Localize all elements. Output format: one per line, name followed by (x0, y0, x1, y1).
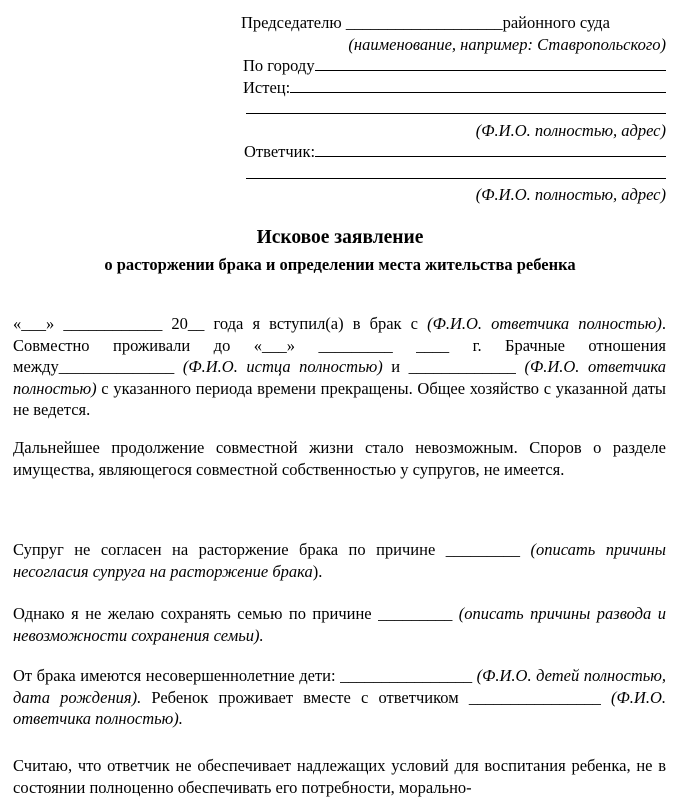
hint-text-p5-3: (Ф.И.О. ответчика полностью). (13, 687, 667, 728)
paragraph-text-p6-0: Считаю, что ответчик не обеспечивает надлежащих условий для воспитания ребенка, не в состоянии полноценно обеспечивать его потребности, морально- (13, 756, 666, 797)
paragraph-text-p5-0: От брака имеются несовершеннолетние дети: ________________ (13, 666, 477, 685)
plaintiff-blank-line (246, 98, 666, 120)
defendant-label: Ответчик: (244, 142, 316, 161)
hint-text-p3-1: (описать причины несогласия супруга на расторжение брака (13, 540, 666, 581)
paragraph-children (13, 665, 666, 730)
hint-text-p1-1: (Ф.И.О. ответчика полностью) (427, 314, 662, 333)
paragraph-text-p4-0: Однако я не желаю сохранять семью по причине _________ (13, 604, 459, 623)
header-block (241, 12, 666, 206)
paragraph-marriage (13, 313, 666, 421)
paragraph-cohabitation (13, 437, 666, 480)
paragraph-text-p1-4: и _____________ (382, 357, 525, 376)
document-title: Исковое заявление (256, 227, 424, 248)
city-label: По городу (243, 56, 315, 75)
paragraph-text-p1-2: . Совместно проживали до «___» _________ ____ г. Брачные отношения между______________ (13, 314, 666, 376)
city-line (243, 55, 666, 77)
chairman-line (241, 12, 666, 34)
paragraph-text-p5-2: Ребенок проживает вместе с ответчиком ________________ (141, 687, 612, 707)
defendant-blank-line (246, 163, 666, 185)
plaintiff-line (243, 77, 666, 99)
plaintiff-label: Истец: (243, 77, 291, 97)
plaintiff-hint: (Ф.И.О. полностью, адрес) (475, 120, 666, 140)
court-hint: (наименование, например: Ставропольского) (348, 34, 666, 54)
plaintiff-extra-blank (246, 98, 666, 114)
defendant-extra-blank (246, 163, 666, 179)
paragraph-spouse-refusal (13, 539, 666, 582)
paragraph-conditions (13, 755, 666, 798)
paragraph-text-p1-6: с указанного периода времени прекращены. Общее хозяйство с указанной даты не ведется. (13, 378, 666, 419)
hint-text-p1-3: (Ф.И.О. истца полностью) (182, 357, 383, 376)
defendant-line (244, 141, 666, 163)
paragraph-text-p3-2: ). (312, 561, 323, 581)
hint-text-p4-1: (описать причины развода и невозможности сохранения семьи). (13, 604, 666, 645)
paragraph-divorce-reason (13, 603, 666, 646)
defendant-blank (315, 141, 666, 157)
paragraph-text-p1-0: «___» ____________ 20__ года я вступил(а) в брак с (13, 314, 428, 333)
city-blank (315, 55, 666, 71)
chairman-prefix: Председателю (241, 13, 346, 32)
plaintiff-blank (290, 77, 666, 93)
paragraph-text-p2-0: Дальнейшее продолжение совместной жизни стало невозможным. Споров о разделе имущества, являющегося совместной собственностью у супругов, не имеется. (13, 438, 666, 479)
paragraph-text-p3-0: Супруг не согласен на расторжение брака по причине _________ (13, 540, 531, 559)
hint-text-p5-1: (Ф.И.О. детей полностью, дата рождения). (13, 666, 667, 707)
document-subtitle: о расторжении брака и определении места жительства ребенка (104, 255, 576, 274)
chairman-suffix: районного суда (502, 13, 610, 32)
chairman-blank: ___________________ (345, 13, 503, 32)
hint-text-p1-5: (Ф.И.О. ответчика полностью) (13, 357, 666, 398)
defendant-hint: (Ф.И.О. полностью, адрес) (475, 185, 666, 204)
